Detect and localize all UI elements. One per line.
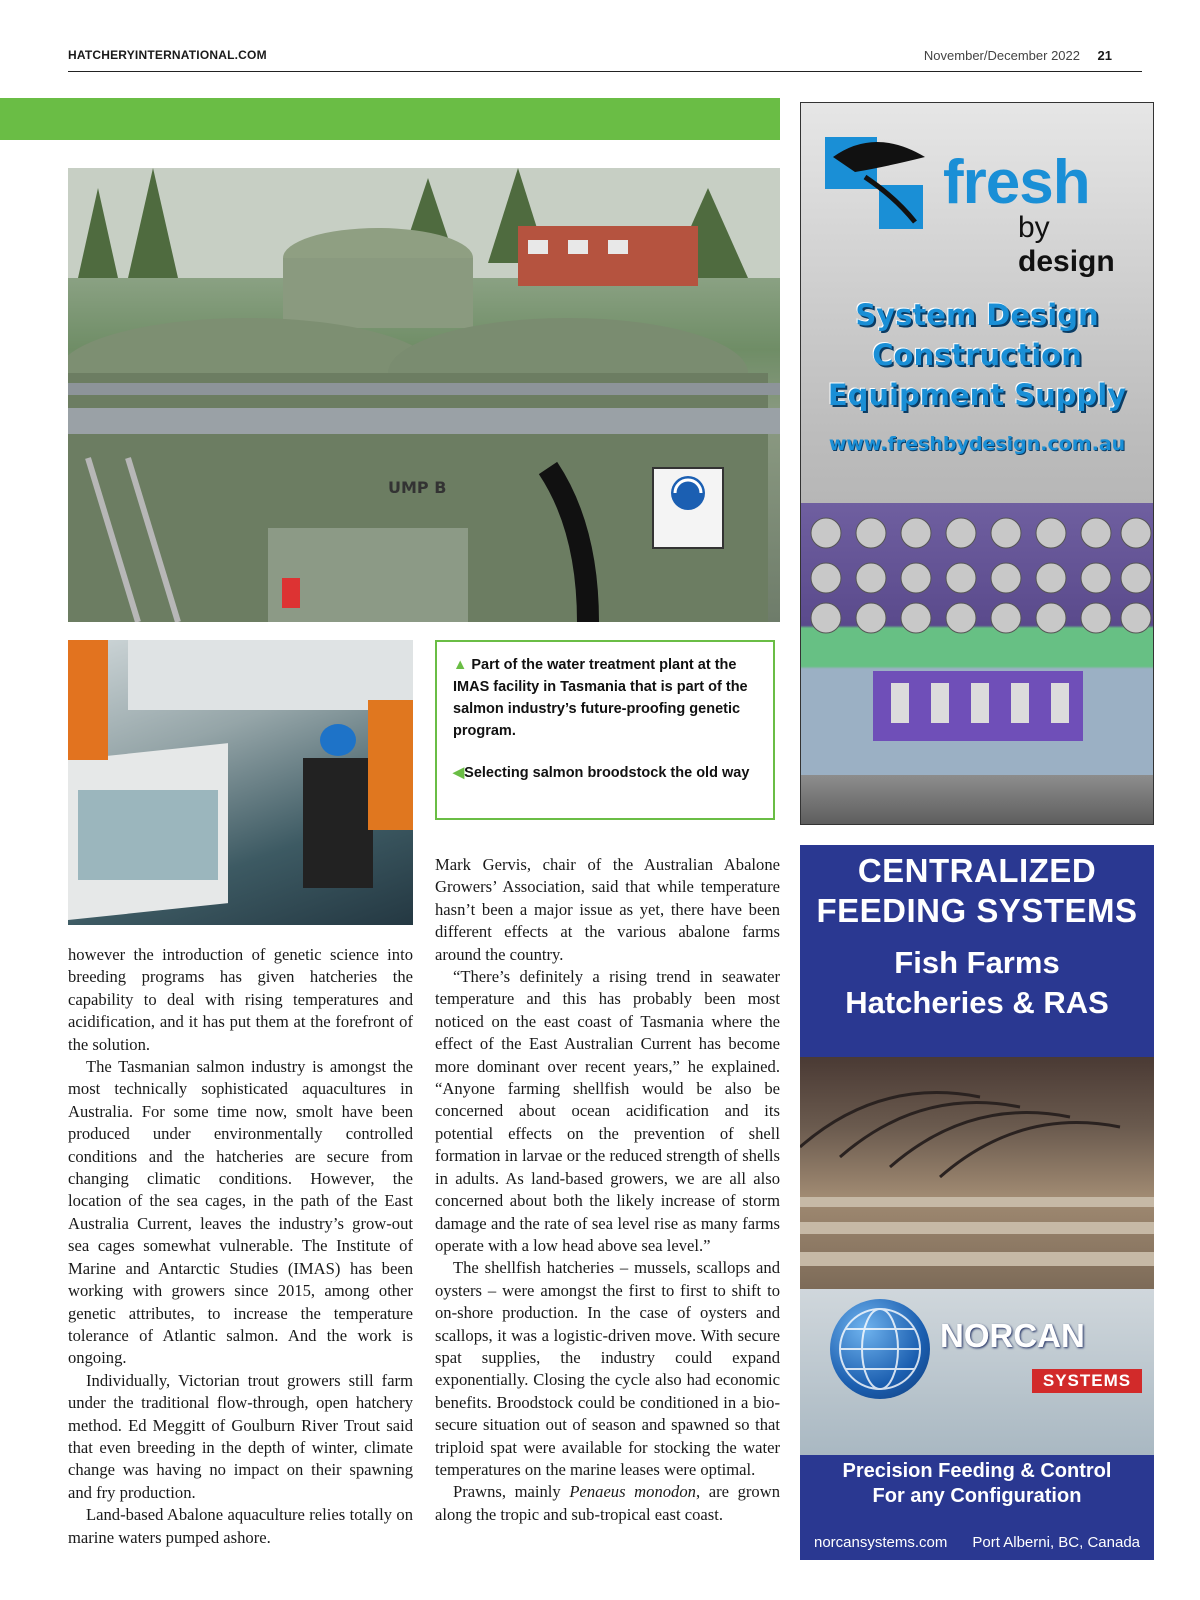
water-treatment-plant-photo <box>68 168 780 622</box>
hatchery-hall-photo <box>800 1057 1154 1289</box>
paragraph: however the introduction of genetic science into breeding programs has given hatcheries the capability to deal with rising temperatures and acidification, and it has put them at the forefront of the solution. <box>68 945 413 1054</box>
service-item: Equipment Supply <box>827 378 1127 412</box>
norcan-systems-badge: SYSTEMS <box>1032 1369 1142 1393</box>
norcan-headline: CENTRALIZED FEEDING SYSTEMS <box>816 852 1138 929</box>
issue-date: November/December 2022 <box>923 48 1080 63</box>
caption-top: ▲ Part of the water treatment plant at the IMAS facility in Tasmania that is part of the salmon industry’s future-proofing genetic program. <box>453 657 748 739</box>
header-rule <box>68 71 1142 72</box>
norcan-footer <box>800 1525 1154 1560</box>
services-list <box>801 295 1153 415</box>
norcan-subheadline: Fish Farms Hatcheries & RAS <box>845 945 1109 1020</box>
triangle-left-icon: ◀ <box>453 765 465 781</box>
norcan-location: Port Alberni, BC, Canada <box>972 1534 1140 1551</box>
paragraph: The Tasmanian salmon industry is amongst the most technically sophisticated aquacultures in Australia. For some time now, smolt have been produced under environmentally controlled conditions and the hatcheries are secure from changing climatic conditions. However, the location of the sea cages, in the path of the East Australia Current, leaves the industry’s grow-out sea cages somewhat vulnerable. The Institute of Marine and Antarctic Studies (IMAS) has been working with growers since 2015, among other genetic attributes, to increase the temperature tolerance of Atlantic salmon. And the work is ongoing. <box>68 1057 413 1368</box>
fresh-website-link[interactable]: www.freshbydesign.com.au <box>828 433 1126 455</box>
plant-illustration <box>68 168 780 622</box>
section-band <box>0 98 780 140</box>
norcan-brand-name: NORCAN <box>940 1317 1085 1354</box>
paragraph: Prawns, mainly Penaeus monodon, are grown along the tropic and sub-tropical east coast. <box>435 1482 780 1524</box>
fish-logo-icon <box>825 127 935 237</box>
pump-label: UMP B <box>388 478 447 497</box>
paragraph: Land-based Abalone aquaculture relies totally on marine waters pumped ashore. <box>68 1505 413 1547</box>
fresh-logo <box>825 127 1133 278</box>
globe-icon <box>830 1299 930 1399</box>
site-name: HATCHERYINTERNATIONAL.COM <box>68 48 267 62</box>
photo-captions <box>435 640 775 820</box>
paragraph: “There’s definitely a rising trend in seawater temperature and this has probably been most noticed on the east coast of Tasmania where the effect of the East Australian Current has become more dominant over recent years,” he explained. “Anyone farming shellfish would be also be concerned about ocean acidification and its potential effects on the prevention of shell formation in larvae or the reduced strength of shells in adults. As land-based growers, we are all also concerned about both the likely increase of storm damage and the rate of sea level rise as many farms operate with a low head above sea level.” <box>435 967 780 1255</box>
caption-bottom: ◀Selecting salmon broodstock the old way <box>453 765 750 781</box>
brand-fresh: fresh <box>943 148 1090 217</box>
broodstock-selection-photo <box>68 640 413 925</box>
norcan-brand-panel <box>800 1289 1154 1455</box>
species-name: Penaeus monodon <box>569 1482 696 1502</box>
paragraph: Individually, Victorian trout growers still farm under the traditional flow-through, open hatchery method. Ed Meggitt of Goulburn River Trout said that even breeding in the depth of winter, climate change was having no impact on their spawning and fry production. <box>68 1370 413 1502</box>
page-number: 21 <box>1097 48 1112 63</box>
article-column-1 <box>68 944 413 1549</box>
tank-system-render <box>801 503 1153 775</box>
paragraph: Mark Gervis, chair of the Australian Abalone Growers’ Association, said that while temperature hasn’t been a major issue as yet, there have been different effects at the various abalone farms around the country. <box>435 855 780 964</box>
norcan-systems-ad[interactable] <box>800 845 1154 1560</box>
service-item: Construction <box>872 338 1082 372</box>
broodstock-illustration <box>68 640 413 925</box>
fish-photo-strip <box>801 775 1153 824</box>
service-item: System Design <box>855 298 1099 332</box>
article-column-2 <box>435 854 780 1526</box>
norcan-website-link[interactable]: norcansystems.com <box>814 1534 948 1551</box>
paragraph: The shellfish hatcheries – mussels, scallops and oysters – were amongst the first to first to shift to on-shore production. In the case of oysters and scallops, it was a logistic-driven move. With secure spat supplies, the industry could expand exponentially. Closing the cycle also had economic benefits. Broodstock could be conditioned in a bio-secure situation out of season and spawned so that triploid spat were available for stocking the water temperatures on the marine leases were optimal. <box>435 1258 780 1479</box>
triangle-up-icon: ▲ <box>453 657 468 673</box>
fresh-by-design-ad[interactable] <box>800 102 1154 825</box>
norcan-tagline: Precision Feeding & Control For any Configuration <box>842 1460 1112 1507</box>
brand-by-design: by design <box>1018 211 1115 278</box>
